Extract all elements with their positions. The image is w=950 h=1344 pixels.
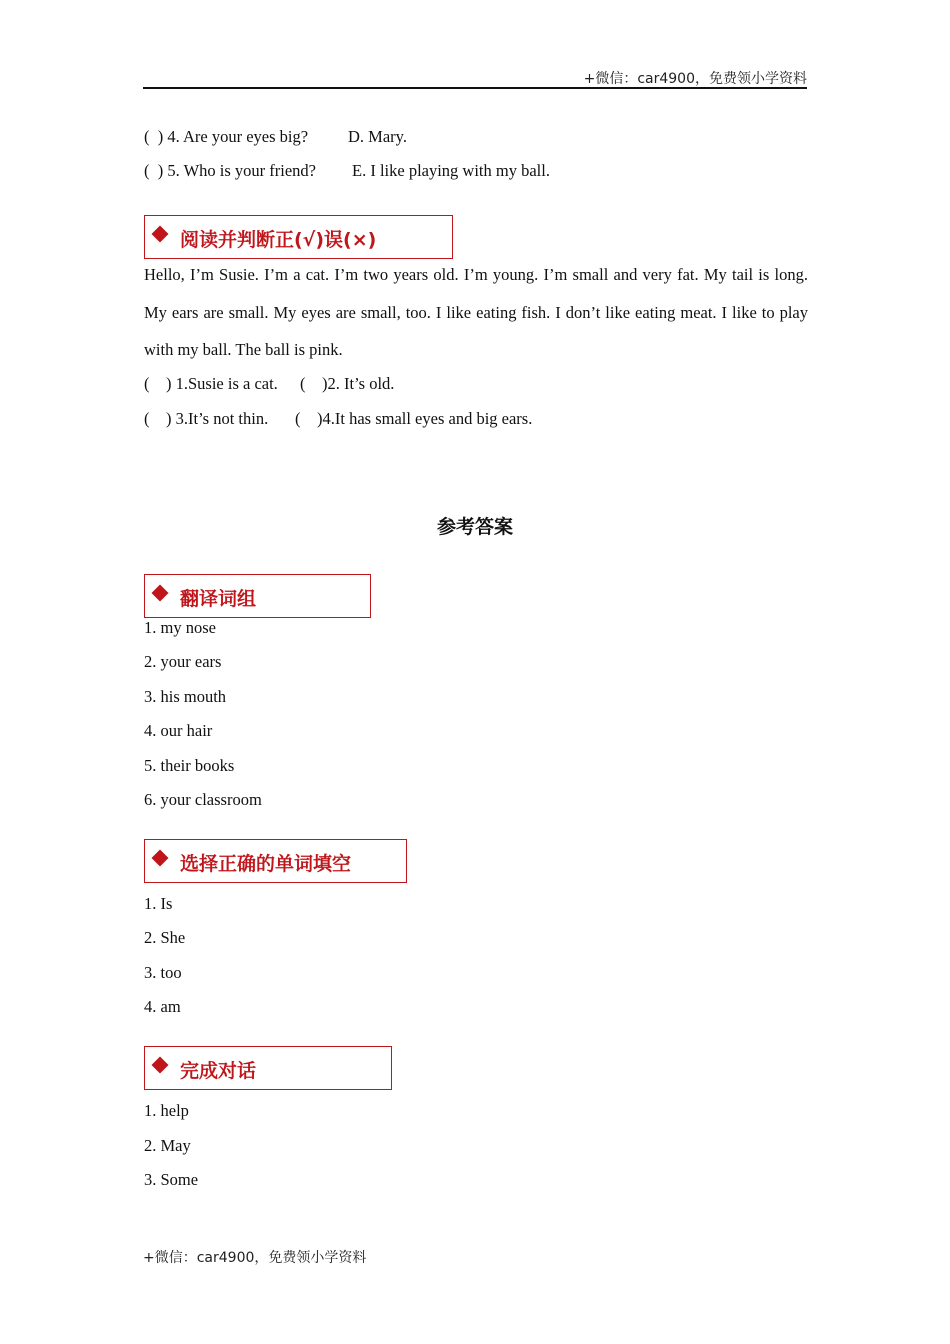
answer-item: 5. their books — [144, 756, 235, 775]
section-title: 选择正确的单词填空 — [180, 853, 352, 875]
match-item-5 — [144, 161, 316, 181]
answer-item: 2. your ears — [144, 652, 222, 671]
answer-item: 2. May — [144, 1136, 191, 1155]
match-question: ) 4. Are your eyes big? — [157, 127, 309, 146]
match-question: ) 5. Who is your friend? — [157, 161, 316, 180]
diamond-bullet-icon — [152, 226, 169, 243]
reading-question-1: ( ) 1.Susie is a cat. — [144, 374, 278, 393]
diamond-bullet-icon — [152, 585, 169, 602]
reading-question-2: ( )2. It’s old. — [300, 374, 395, 393]
answer-item: 4. our hair — [144, 721, 213, 740]
match-answer-d: D. Mary. — [348, 127, 407, 146]
match-answer-e: E. I like playing with my ball. — [352, 161, 550, 180]
answers-section-fill-blank — [144, 839, 407, 883]
answers-section-dialogue — [144, 1046, 392, 1090]
reading-section-title: 阅读并判断正(√)误(×) — [180, 229, 377, 251]
match-paren: ( — [144, 161, 150, 180]
diamond-bullet-icon — [152, 1057, 169, 1074]
page-footer-text: +微信：car4900，免费领小学资料 — [143, 1250, 367, 1266]
page-header-text: +微信：car4900，免费领小学资料 — [583, 71, 807, 87]
diamond-bullet-icon — [152, 850, 169, 867]
answer-item: 6. your classroom — [144, 790, 262, 809]
answer-item: 3. too — [144, 963, 182, 982]
section-title: 完成对话 — [180, 1060, 257, 1082]
section-title: 翻译词组 — [180, 588, 257, 610]
header-divider — [143, 87, 807, 89]
answer-item: 1. my nose — [144, 618, 216, 637]
match-paren: ( — [144, 127, 150, 146]
match-item-4 — [144, 127, 308, 147]
answers-heading: 参考答案 — [436, 516, 513, 538]
answer-item: 2. She — [144, 928, 186, 947]
answer-item: 3. his mouth — [144, 687, 227, 706]
answer-item: 1. Is — [144, 894, 173, 913]
reading-question-4: ( )4.It has small eyes and big ears. — [295, 409, 533, 428]
answers-section-translate — [144, 574, 371, 618]
answer-item: 3. Some — [144, 1170, 199, 1189]
answer-item: 4. am — [144, 997, 181, 1016]
reading-passage: Hello, I’m Susie. I’m a cat. I’m two years old. I’m young. I’m small and very fat. My tail is long. My ears are small. My eyes are small, too. I like eating fish. I don’t like eating meat. I like to play with my ball. The ball is pink. — [144, 265, 808, 359]
reading-question-3: ( ) 3.It’s not thin. — [144, 409, 269, 428]
answer-item: 1. help — [144, 1101, 189, 1120]
reading-section-header — [144, 215, 453, 259]
